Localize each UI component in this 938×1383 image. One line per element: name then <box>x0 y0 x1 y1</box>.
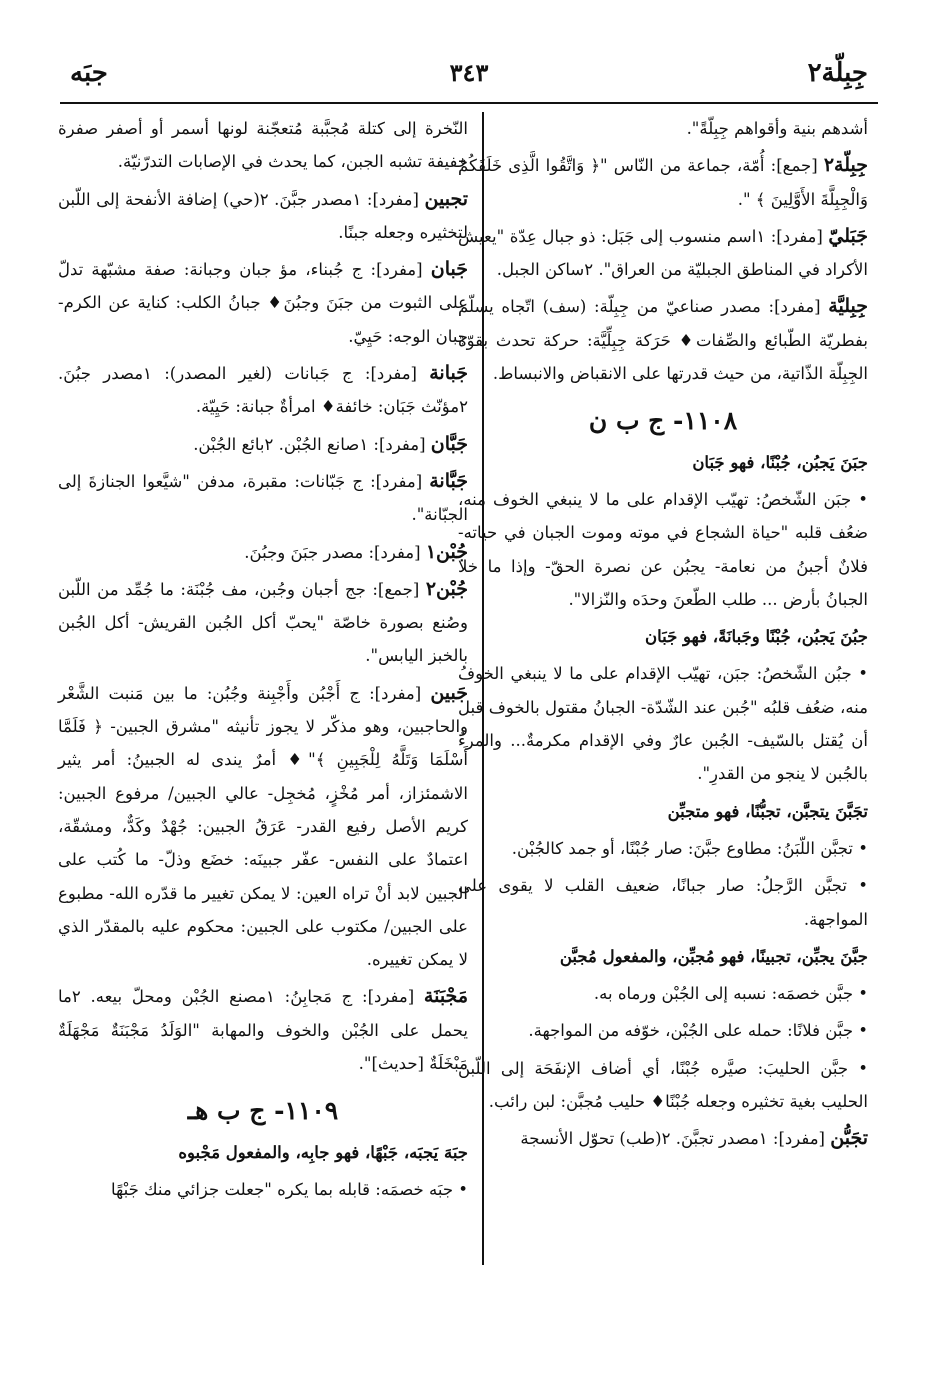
verb-form: جبَهَ يَجبَه، جَبْهًا، فهو جابِه، والمفعول مَجْبوه <box>178 1142 468 1162</box>
verb-sense: • جبُن الشّخصُ: جبَن، تهيّب الإقدام على ما لا ينبغي الخوفُ منه، ضعُف قلبُه "جُبن عند الشّدّة- الجبانُ مقتول بالخوف قبل أن يُقتل بالسّيف- الجُبن عارٌ وفي الإقدام مكرمةٌ... والمرءُ بالجُبن لا ينجو من القدرِ". <box>458 664 868 784</box>
entry <box>458 220 868 287</box>
definition: [مفرد]: ١مصدر جبَّنَ. ٢(حي) إضافة الأنفحة إلى اللّبن لتخثيره وجعله جبنًا. <box>58 189 468 242</box>
verb-form: جبُنَ يَجبُن، جُبْنًا وجَبانَةً، فهو جَبَان <box>644 627 868 647</box>
entry <box>458 149 868 216</box>
headword: تجبين <box>424 187 468 210</box>
definition: [مفرد]: ج جُبناء، مؤ جبان وجبانة: صفة مشبّهة تدلّ على الثبوت من جبَنَ وجبُنَ♦ جبانُ الكلب: كناية عن الكرم- جبان الوجه: حَيِيّ. <box>58 260 468 346</box>
definition: [مفرد]: ج جَبانات (لغير المصدر): ١مصدر جبُنَ. ٢مؤنّث جَبَان: خائفة♦ امرأةٌ جبانة: حَيِيّة. <box>58 364 468 417</box>
entry <box>58 183 468 250</box>
definition: [مفرد]: ج جَبّانات: مقبرة، مدفن "شيَّعوا الجنازةَ إلى الجبّانة". <box>58 471 468 525</box>
verb-sense: • جبَّن خصمَه: نسبه إلى الجُبْن ورماه به. <box>593 984 868 1004</box>
headword: مَجْبَنَة <box>423 985 469 1008</box>
definition: [مفرد]: ١مصدر تجبَّنَ. ٢(طب) تحوّل الأنسجة <box>520 1129 825 1149</box>
headword: جَبانة <box>429 362 468 385</box>
verb-sense: • جبَّن الحليبَ: صيَّره جُبْنًا، أي أضاف الإنفَحَة إلى اللّبن الحليب بغية تخثيره وجعله جُبْنًا♦ حليب مُجبَّن: لبن رائب. <box>458 1058 868 1112</box>
entry <box>458 1122 868 1155</box>
verb-sense: • جبَن الشّخصُ: تهيّب الإقدام على ما لا ينبغي الخوف منه، ضعُف قلبه "حياة الشجاع في موته وموت الجبان في حياته- فلانٌ أجبنُ من نعامة- يجبُن عن نصرة الحقّ- وإذا ما خلا الجبانُ بأرض ... طلب الطّعنَ وحدَه والنّزالا". <box>458 489 868 609</box>
entry <box>58 253 468 353</box>
entry <box>58 536 468 569</box>
entry <box>58 573 468 673</box>
page-number: ٣٤٣ <box>449 58 489 87</box>
verb-form: جبَنَ يَجبُن، جُبْنًا، فهو جَبَان <box>692 452 868 472</box>
verb-sense: • جبَّن فلانًا: حمله على الجُبْن، خوّفه من المواجهة. <box>528 1021 868 1041</box>
definition: [جمع]: أُمّة، جماعة من النّاس "﴿ وَاتَّقُوا الَّذِى خَلَقَكُمْ وَالْجِبِلَّةَ الأَوَّلِينَ ﴾ ". <box>458 156 868 209</box>
headword: جَبان <box>430 258 468 281</box>
entry <box>58 677 468 977</box>
entry <box>58 428 468 461</box>
verb-sense: • تجبَّن اللّبَنُ: مطاوع جبَّنَ: صار جُبْنًا، أو جمد كالجُبْن. <box>511 838 868 858</box>
verb-sense: • تجبَّن الرَّجلُ: صار جبانًا، ضعيف القلب لا يقوى على المواجهة. <box>458 876 868 929</box>
definition: [مفرد]: ج مَجابِنُ: ١مصنع الجُبْن ومحلّ بيعه. ٢ما يحمل على الجُبْن والخوف والمهابة "الوَلَدُ مَجْبَنَةٌ مَجْهَلَةٌ مَبْخَلَةٌ [حديث]". <box>58 987 468 1074</box>
headword: جَبَليّ <box>828 224 868 247</box>
entry <box>58 465 468 532</box>
definition: [مفرد]: ١صانع الجُبْن. ٢بائع الجُبْن. <box>193 434 426 454</box>
header-rule <box>60 102 878 104</box>
definition: [جمع]: جج أجبان وجُبن، مف جُبْنَة: ما جُمِّد من اللّبن وصُنع بصورة خاصّة "يحبّ أكل الجُبن القريش- أكل الجُبن بالخبز اليابس". <box>58 579 468 666</box>
headword: جُبْن٢ <box>425 577 468 600</box>
root-heading: ١١٠٨- ج ب ن <box>588 406 738 436</box>
definition: [مفرد]: مصدر جبَنَ وجبُنَ. <box>244 542 421 562</box>
definition: [مفرد]: ١اسم منسوب إلى جَبَل: ذو جبال عِدّة "يعيش الأكراد في المناطق الجبليّة من العراق". ٢ساكن الجبل. <box>458 226 868 280</box>
right-column <box>458 112 868 1160</box>
entry-continuation: النّخرة إلى كتلة مُجبَّبة مُتعجّنة لونها أسمر أو أصفر صفرة خفيفة تشبه الجبن، كما يحدث في الإصابات التدرّنيّة. <box>58 119 468 172</box>
entry <box>58 980 468 1080</box>
entry <box>458 290 868 390</box>
page-header <box>60 52 878 102</box>
entry-continuation: أشدهم بنية وأقواهم جِبِلّةً". <box>686 119 868 138</box>
headword: جِبِليَّة <box>828 295 868 318</box>
headword: جُبْن١ <box>425 540 468 563</box>
definition: [مفرد]: ج أَجْبُن وأَجْبِنة وجُبُن: ما بين مَنبت الشَّعْر والحاجبين، وهو مذكّر لا يجوز تأنيثه "مشرق الجبين- ﴿ فَلَمَّا أَسْلَمَا وَتَلَّهُ لِلْجَبِينِ ﴾"♦ أمرٌ يندى له الجبينُ: أمر يثير الاشمئزاز، أمر مُخْزٍ، مُخجِل- عالي الجبين/ مرفوع الجبين: كريم الأصل رفيع القدر- عَرَقُ الجبين: جُهْدٌ وكَدٌّ، ومشقّة، اعتمادٌ على النفس- عفّر جبينَه: خضَع وذلّ- ما كُتب على الجبين لابد أنْ تراه العين: لا يمكن تغيير ما قدّره الله- مطبوع على الجبين/ مكتوب على الجبين: محكوم عليه بالمقدّر الذي لا يمكن تغييره. <box>58 683 468 970</box>
header-guide-word-left: جبَه <box>70 58 108 88</box>
entry <box>58 357 468 424</box>
headword: جَبَّان <box>430 432 468 455</box>
headword: جِبِلّة٢ <box>823 154 868 177</box>
definition: [مفرد]: مصدر صناعيّ من جِبِلّة: (سف) اتّجاه يسلّم بفطريّة الطّبائع والصِّفات♦ حَرَكة جِبِلِّيَّة: حركة تحدث بقوّة الجِبِلّة الذّاتية، من حيث قدرتها على الانقباض والانبساط. <box>458 297 868 384</box>
header-guide-word-right: جِبِلّة٢ <box>807 58 868 88</box>
headword: تجَبُّن <box>830 1127 868 1150</box>
headword: جَبين <box>430 681 469 704</box>
left-column <box>58 112 468 1210</box>
verb-form: تجَبَّنَ يتجبَّن، تجبُّنًا، فهو متجبِّن <box>667 801 868 821</box>
verb-sense: • جبَه خصمَه: قابله بما يكره "جعلت جزائي منك جَبْهًا <box>110 1179 468 1199</box>
headword: جَبَّانة <box>429 469 468 492</box>
verb-form: جبَّنَ يجبِّن، تجبينًا، فهو مُجبِّن، والمفعول مُجبَّن <box>559 946 868 966</box>
root-heading: ١١٠٩- ج ب هـ <box>187 1096 339 1126</box>
